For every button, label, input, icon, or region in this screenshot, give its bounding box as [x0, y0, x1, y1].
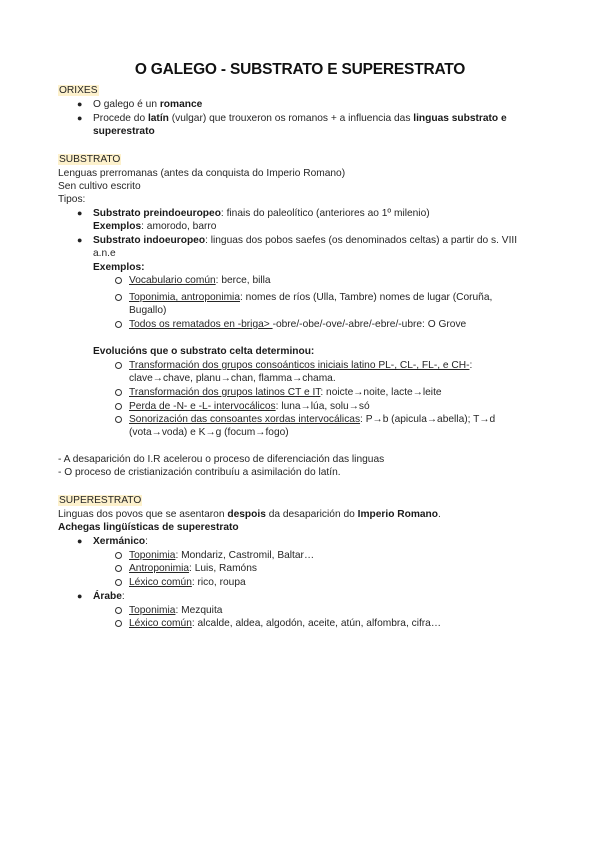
- arabe-item-2: Léxico común: alcalde, aldea, algodón, aceite, atún, alfombra, cifra…: [129, 618, 442, 629]
- substrato-indoeuropeo-cont: a.n.e: [93, 248, 116, 259]
- substrato-preindoeuropeo-examples: Exemplos: amorodo, barro: [93, 221, 217, 232]
- evolucion-4: Sonorización das consoantes xordas intervocálicas: P→b (apicula→abella); T→d: [129, 414, 496, 425]
- substrato-indoeuropeo-examples: Exemplos:: [93, 262, 145, 273]
- circle-bullet-icon: [115, 565, 122, 572]
- circle-bullet-icon: [115, 403, 122, 410]
- orixes-bullet-1: O galego é un romance: [93, 99, 203, 110]
- circle-bullet-icon: [115, 362, 122, 369]
- section-heading-orixes: ORIXES: [59, 85, 98, 96]
- indo-example-2-cont: Bugallo): [129, 305, 167, 316]
- bullet-icon: ●: [77, 235, 83, 245]
- indo-example-3: Todos os rematados en -briga> -obre/-obe/-ove/-abre/-ebre/-ubre: O Grove: [129, 319, 467, 330]
- circle-bullet-icon: [115, 416, 122, 423]
- xermanico-item-1: Toponimia: Mondariz, Castromil, Baltar…: [129, 550, 315, 561]
- evolucions-heading: Evolucións que o substrato celta determinou:: [93, 346, 315, 357]
- page-title: O GALEGO - SUBSTRATO E SUPERESTRATO: [134, 61, 466, 78]
- bullet-icon: ●: [77, 208, 83, 218]
- section-heading-superestrato: SUPERESTRATO: [59, 495, 142, 506]
- orixes-bullet-2-cont: superestrato: [93, 126, 155, 137]
- arabe-heading: Árabe:: [93, 591, 125, 602]
- bullet-icon: ●: [77, 536, 83, 546]
- substrato-note-2: - O proceso de cristianización contribuíu a asimilación do latín.: [58, 467, 341, 478]
- bullet-icon: ●: [77, 99, 83, 109]
- bullet-icon: ●: [77, 591, 83, 601]
- substrato-note-1: - A desaparición do I.R acelerou o proceso de diferenciación das linguas: [58, 454, 385, 465]
- arabe-item-1: Toponimia: Mezquita: [129, 605, 223, 616]
- achegas-heading: Achegas lingüísticas de superestrato: [58, 522, 239, 533]
- evolucion-4-cont: (vota→voda) e K→g (focum→fogo): [129, 427, 289, 438]
- evolucion-1: Transformación dos grupos consoánticos iniciais latino PL-, CL-, FL-, e CH-:: [129, 360, 473, 371]
- bullet-icon: ●: [77, 113, 83, 123]
- superestrato-line-1: Linguas dos povos que se asentaron despois da desaparición do Imperio Romano.: [58, 509, 441, 520]
- evolucion-3: Perda de -N- e -L- intervocálicos: luna→lúa, solu→só: [129, 401, 370, 412]
- circle-bullet-icon: [115, 321, 122, 328]
- circle-bullet-icon: [115, 552, 122, 559]
- orixes-bullet-2: Procede do latín (vulgar) que trouxeron os romanos + a influencia das linguas substrato e: [93, 113, 507, 124]
- substrato-indoeuropeo: Substrato indoeuropeo: linguas dos pobos saefes (os denominados celtas) a partir do s. VIII: [93, 235, 518, 246]
- xermanico-item-2: Antroponimia: Luis, Ramóns: [129, 563, 257, 574]
- circle-bullet-icon: [115, 294, 122, 301]
- substrato-line-1: Lenguas prerromanas (antes da conquista do Imperio Romano): [58, 168, 346, 179]
- xermanico-item-3: Léxico común: rico, roupa: [129, 577, 246, 588]
- substrato-line-2: Sen cultivo escrito: [58, 181, 141, 192]
- substrato-preindoeuropeo: Substrato preindoeuropeo: finais do paleolítico (anteriores ao 1º milenio): [93, 208, 430, 219]
- circle-bullet-icon: [115, 579, 122, 586]
- circle-bullet-icon: [115, 389, 122, 396]
- circle-bullet-icon: [115, 607, 122, 614]
- evolucion-2: Transformación dos grupos latinos CT e IT: noicte→noite, lacte→leite: [129, 387, 442, 398]
- circle-bullet-icon: [115, 277, 122, 284]
- circle-bullet-icon: [115, 620, 122, 627]
- substrato-line-3: Tipos:: [58, 194, 86, 205]
- xermanico-heading: Xermánico:: [93, 536, 148, 547]
- indo-example-1: Vocabulario común: berce, billa: [129, 275, 271, 286]
- evolucion-1-cont: clave→chave, planu→chan, flamma→chama.: [129, 373, 336, 384]
- section-heading-substrato: SUBSTRATO: [59, 154, 121, 165]
- indo-example-2: Toponimia, antroponimia: nomes de ríos (Ulla, Tambre) nomes de lugar (Coruña,: [129, 292, 493, 303]
